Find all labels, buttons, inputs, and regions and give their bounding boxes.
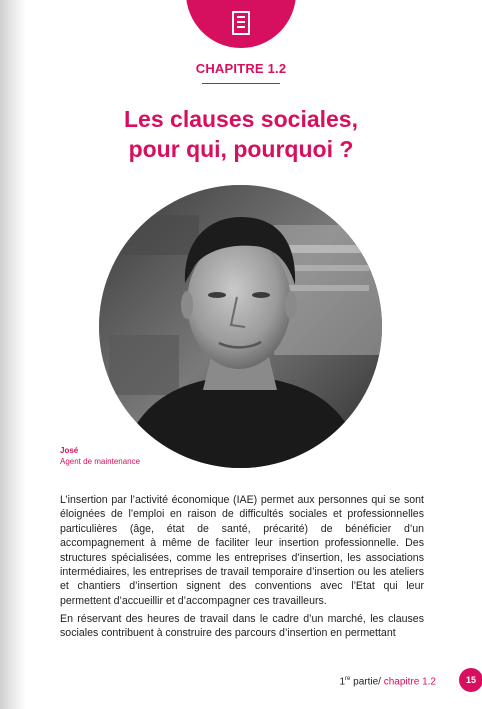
body-paragraph-1: L’insertion par l’activité économique (IAE) permet aux personnes qui se sont éloignées de l’emploi en raison de difficultés sociales et professionnelles particulières (âge, état de santé, précarité) de bénéficier d’un accompagnement à même de faciliter leur insertion professionnelle. Des structures spécialisées, comme les entreprises d’insertion, les associations intermédiaires, les entreprises de travail temporaire d’insertion ou les ateliers et chantiers d’insertion signent des conventions avec l’Etat qui leur permettent d’accueillir et d’accompagner ces travailleurs. xyxy=(60,494,424,607)
chapter-divider xyxy=(202,83,280,84)
footer-breadcrumb xyxy=(339,676,436,687)
footer-part-superscript: re xyxy=(345,676,351,682)
page-title-line-2: pour qui, pourquoi ? xyxy=(128,136,354,162)
caption-name: José xyxy=(60,446,79,455)
page-title-line-1: Les clauses sociales, xyxy=(124,106,358,132)
footer-part-label: partie/ xyxy=(350,676,381,688)
body-paragraph-2: En réservant des heures de travail dans le cadre d’un marché, les clauses sociales contribuent à construire des parcours d’insertion en permettant xyxy=(60,613,424,640)
page-title xyxy=(0,104,482,164)
caption-role: Agent de maintenance xyxy=(60,457,141,466)
portrait-illustration xyxy=(99,185,382,468)
footer-part-number: 1 xyxy=(339,676,346,688)
footer-chapter: chapitre 1.2 xyxy=(380,676,436,688)
chapter-label: CHAPITRE 1.2 xyxy=(195,61,287,76)
page-number-badge: 15 xyxy=(459,668,482,692)
portrait-photo xyxy=(99,185,382,468)
document-icon xyxy=(232,11,250,35)
